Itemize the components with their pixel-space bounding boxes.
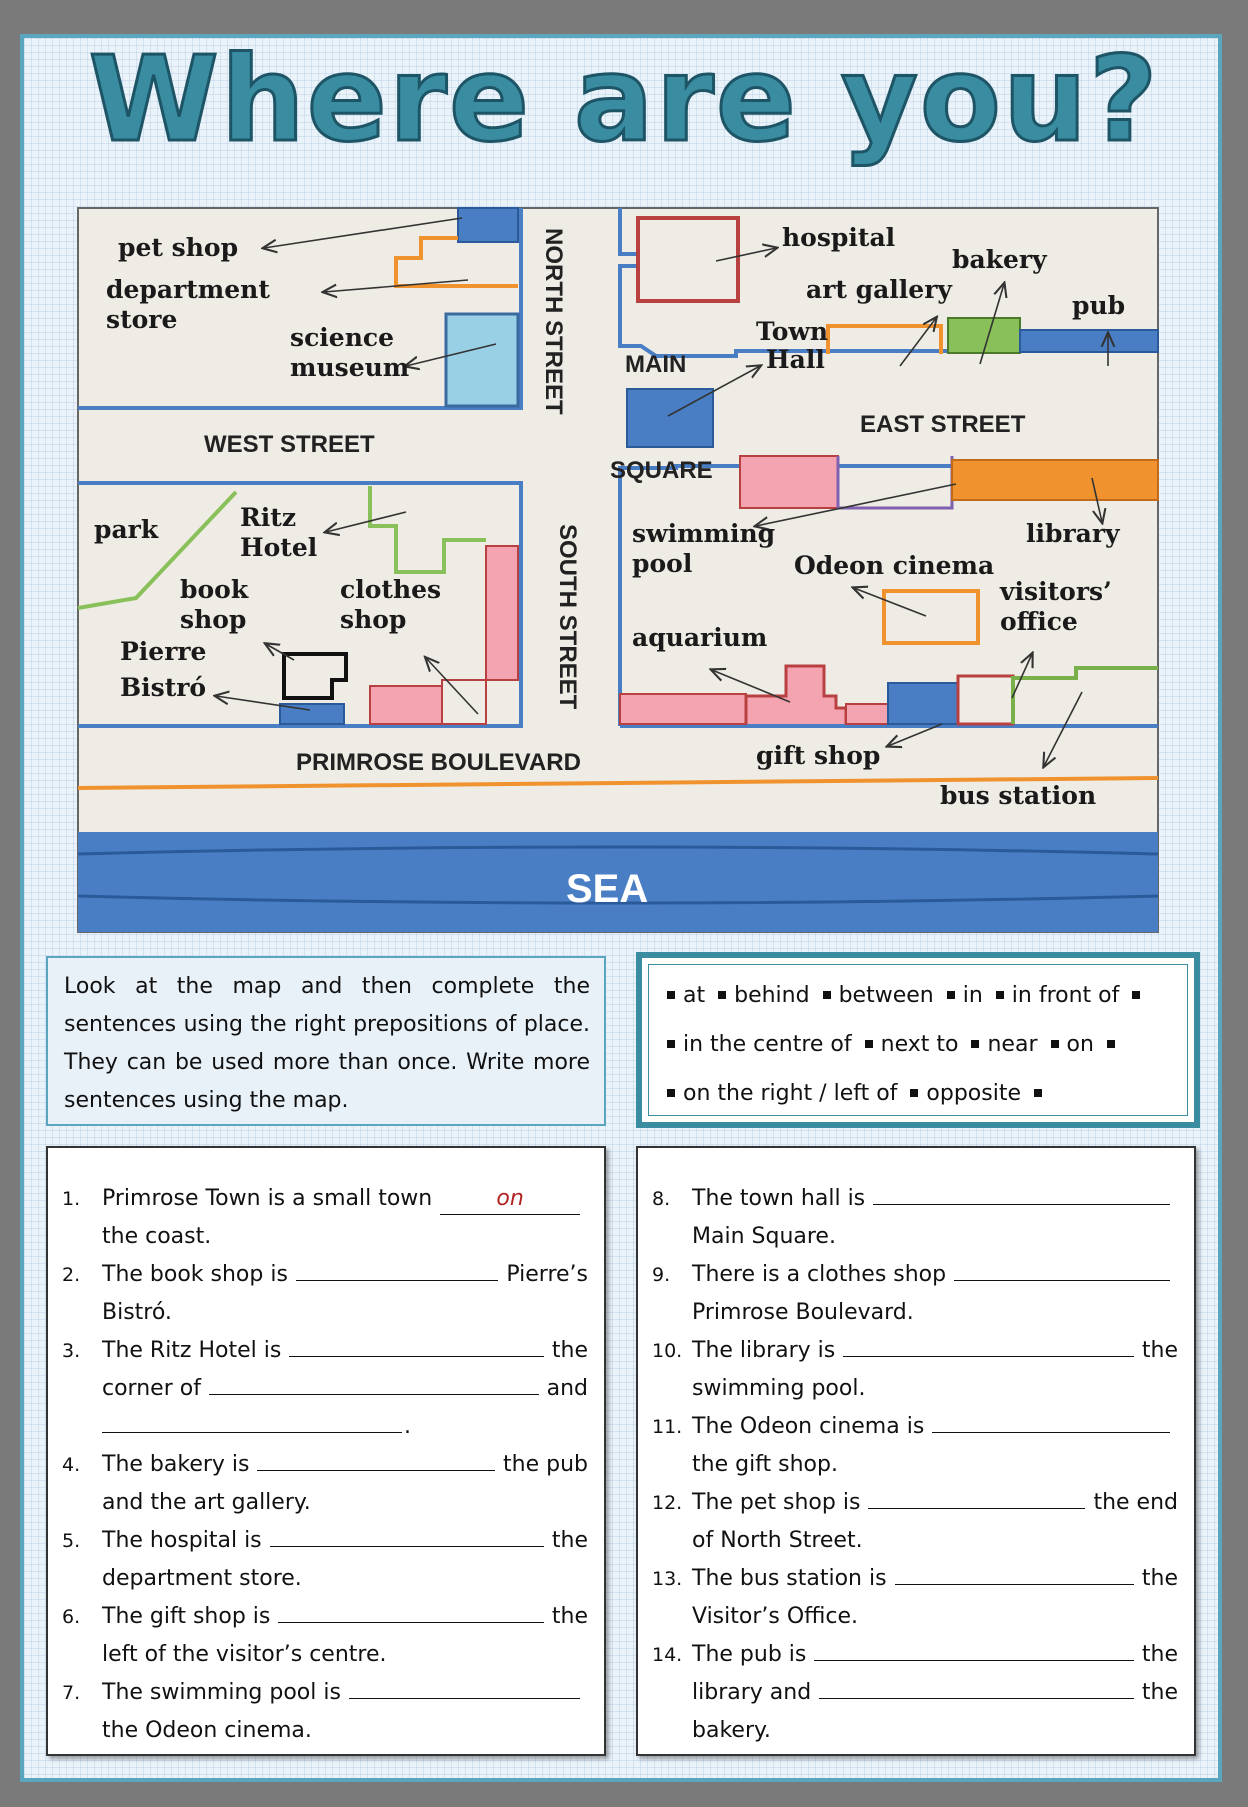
- question-text: Pierre’s: [506, 1262, 588, 1287]
- question-text: The swimming pool is: [102, 1680, 341, 1705]
- question-text: The pet shop is: [692, 1490, 861, 1515]
- page-title: Where are you?: [88, 30, 1160, 168]
- word: near: [987, 1032, 1038, 1057]
- bus-station-label: bus station: [940, 781, 1097, 810]
- answer-blank[interactable]: [296, 1258, 498, 1281]
- question-text: Visitor’s Office.: [692, 1604, 859, 1629]
- question-text: The hospital is: [102, 1528, 262, 1553]
- hall-label: Hall: [766, 345, 825, 374]
- west-street-label: WEST STREET: [204, 431, 375, 458]
- question-text: Main Square.: [692, 1224, 836, 1249]
- answer-blank[interactable]: [257, 1448, 495, 1471]
- question-number: 7.: [62, 1682, 81, 1704]
- question-text: corner of: [102, 1376, 201, 1401]
- answer-blank[interactable]: [895, 1562, 1134, 1585]
- question-13: [652, 1560, 1178, 1636]
- sea-label: SEA: [566, 867, 649, 911]
- question-text: The book shop is: [102, 1262, 288, 1287]
- pierre-label: Pierre: [120, 637, 207, 666]
- hospital-label: hospital: [782, 223, 896, 252]
- question-text: the: [1141, 1566, 1178, 1591]
- pet-shop-building: [458, 208, 518, 242]
- question-1: [62, 1180, 588, 1256]
- main-label: MAIN: [625, 351, 687, 378]
- science-museum-building: [446, 314, 518, 406]
- answer-blank[interactable]: [954, 1258, 1170, 1281]
- question-text: and the art gallery.: [102, 1490, 311, 1515]
- answer-blank[interactable]: [102, 1410, 402, 1433]
- question-text: department store.: [102, 1566, 302, 1591]
- primrose-boulevard-label: PRIMROSE BOULEVARD: [296, 749, 581, 776]
- instructions-box: Look at the map and then complete the sentences using the right prepositions of place. They can be used more than once. Write more sentences using the map.: [46, 956, 606, 1126]
- question-text: The bakery is: [102, 1452, 250, 1477]
- question-number: 14.: [652, 1644, 683, 1666]
- clothes-label: clothes: [340, 575, 442, 604]
- question-text: and: [546, 1376, 588, 1401]
- question-text: library and: [692, 1680, 812, 1705]
- gift-shop-building: [846, 704, 888, 724]
- question-number: 4.: [62, 1454, 81, 1476]
- department-label: department: [106, 275, 270, 304]
- word: in: [962, 983, 983, 1008]
- town-map: [76, 206, 1162, 938]
- question-8: [652, 1180, 1178, 1256]
- bakery-building: [948, 318, 1020, 353]
- odeon-cinema-label: Odeon cinema: [794, 551, 995, 580]
- question-text: The bus station is: [692, 1566, 887, 1591]
- square-label: SQUARE: [610, 457, 713, 484]
- book-shop-label: shop: [180, 605, 247, 634]
- answer-blank[interactable]: [843, 1334, 1134, 1357]
- question-text: There is a clothes shop: [692, 1262, 947, 1287]
- question-text: The library is: [692, 1338, 836, 1363]
- answer-blank[interactable]: [278, 1600, 544, 1623]
- question-5: [62, 1522, 588, 1598]
- question-text: Primrose Boulevard.: [692, 1300, 914, 1325]
- aquarium-building: [620, 694, 746, 724]
- clothes-shop-label: shop: [340, 605, 407, 634]
- question-text: the end: [1093, 1490, 1178, 1515]
- question-text: the: [551, 1528, 588, 1553]
- answer-blank[interactable]: [819, 1676, 1134, 1699]
- answer-blank[interactable]: [868, 1486, 1085, 1509]
- question-number: 2.: [62, 1264, 81, 1286]
- question-9: [652, 1256, 1178, 1332]
- word: in the centre of: [683, 1032, 852, 1057]
- answer-blank[interactable]: [289, 1334, 544, 1357]
- question-text: The Ritz Hotel is: [102, 1338, 282, 1363]
- question-text: the pub: [503, 1452, 588, 1477]
- word: behind: [734, 983, 810, 1008]
- question-text: The town hall is: [692, 1186, 866, 1211]
- question-text: swimming pool.: [692, 1376, 866, 1401]
- question-text: Bistró.: [102, 1300, 172, 1325]
- questions-left: [46, 1146, 606, 1756]
- store-label: store: [106, 305, 178, 334]
- east-street-label: EAST STREET: [860, 411, 1026, 438]
- question-text: of North Street.: [692, 1528, 863, 1553]
- question-text: The gift shop is: [102, 1604, 271, 1629]
- pool-label: pool: [632, 549, 693, 578]
- question-text: the: [551, 1604, 588, 1629]
- town-label: Town: [756, 317, 829, 346]
- gift-shop-label: gift shop: [756, 741, 881, 770]
- question-number: 8.: [652, 1188, 671, 1210]
- question-text: Primrose Town is a small town: [102, 1186, 433, 1211]
- question-10: [652, 1332, 1178, 1408]
- pub-label: pub: [1072, 291, 1126, 320]
- question-number: 9.: [652, 1264, 671, 1286]
- word: in front of: [1011, 983, 1120, 1008]
- answer-blank[interactable]: [270, 1524, 544, 1547]
- library-building: [952, 460, 1158, 500]
- swimming-label: swimming: [632, 519, 776, 548]
- visitors-label: visitors’: [1000, 577, 1112, 606]
- park-label: park: [94, 515, 159, 544]
- question-text: left of the visitor’s centre.: [102, 1642, 387, 1667]
- question-text: the: [1141, 1338, 1178, 1363]
- word-bank: [636, 952, 1200, 1128]
- clothes-shop-building: [486, 546, 518, 680]
- pet-shop-label: pet shop: [118, 233, 239, 262]
- question-number: 6.: [62, 1606, 81, 1628]
- pub-building: [1020, 330, 1158, 352]
- word: at: [683, 983, 706, 1008]
- answer-blank[interactable]: [932, 1410, 1170, 1433]
- question-number: 11.: [652, 1416, 683, 1438]
- hotel-label: Hotel: [240, 533, 318, 562]
- word: next to: [880, 1032, 959, 1057]
- question-12: [652, 1484, 1178, 1560]
- art-gallery-label: art gallery: [806, 275, 952, 304]
- questions-right: [636, 1146, 1196, 1756]
- word: opposite: [926, 1081, 1022, 1106]
- bakery-label: bakery: [952, 245, 1047, 274]
- word-bank-line: [661, 971, 1187, 1020]
- book-label: book: [180, 575, 249, 604]
- question-11: [652, 1408, 1178, 1484]
- answer-blank[interactable]: [349, 1676, 580, 1699]
- answer-blank[interactable]: [873, 1182, 1170, 1205]
- office-label: office: [1000, 607, 1078, 636]
- question-text: the: [1141, 1642, 1178, 1667]
- question-text: the gift shop.: [692, 1452, 838, 1477]
- question-text: The Odeon cinema is: [692, 1414, 925, 1439]
- word-bank-line: [661, 1020, 1187, 1069]
- word-bank-line: [661, 1069, 1187, 1118]
- word: on the right / left of: [683, 1081, 898, 1106]
- question-number: 1.: [62, 1188, 81, 1210]
- question-text: bakery.: [692, 1718, 771, 1743]
- question-6: [62, 1598, 588, 1674]
- question-7: [62, 1674, 588, 1750]
- question-14: [652, 1636, 1178, 1750]
- aquarium-label: aquarium: [632, 623, 768, 652]
- swimming-pool-building: [740, 456, 838, 508]
- question-number: 3.: [62, 1340, 81, 1362]
- science-label: science: [290, 323, 395, 352]
- answer-blank[interactable]: [209, 1372, 539, 1395]
- question-text: the: [551, 1338, 588, 1363]
- question-text: the: [1141, 1680, 1178, 1705]
- answer-blank[interactable]: [814, 1638, 1134, 1661]
- answer-blank[interactable]: on: [440, 1184, 580, 1215]
- question-4: [62, 1446, 588, 1522]
- question-number: 12.: [652, 1492, 683, 1514]
- question-text: The pub is: [692, 1642, 807, 1667]
- south-street-label: SOUTH STREET: [554, 524, 581, 710]
- question-number: 13.: [652, 1568, 683, 1590]
- question-text: .: [404, 1414, 411, 1439]
- question-number: 5.: [62, 1530, 81, 1552]
- question-text: the Odeon cinema.: [102, 1718, 312, 1743]
- museum-label: museum: [290, 353, 410, 382]
- word: on: [1066, 1032, 1094, 1057]
- question-text: the coast.: [102, 1224, 212, 1249]
- north-street-label: NORTH STREET: [540, 228, 567, 415]
- question-3: [62, 1332, 588, 1446]
- bistro-label: Bistró: [120, 673, 207, 702]
- library-label: library: [1026, 519, 1120, 548]
- ritz-label: Ritz: [240, 503, 297, 532]
- word: between: [838, 983, 934, 1008]
- question-2: [62, 1256, 588, 1332]
- question-number: 10.: [652, 1340, 683, 1362]
